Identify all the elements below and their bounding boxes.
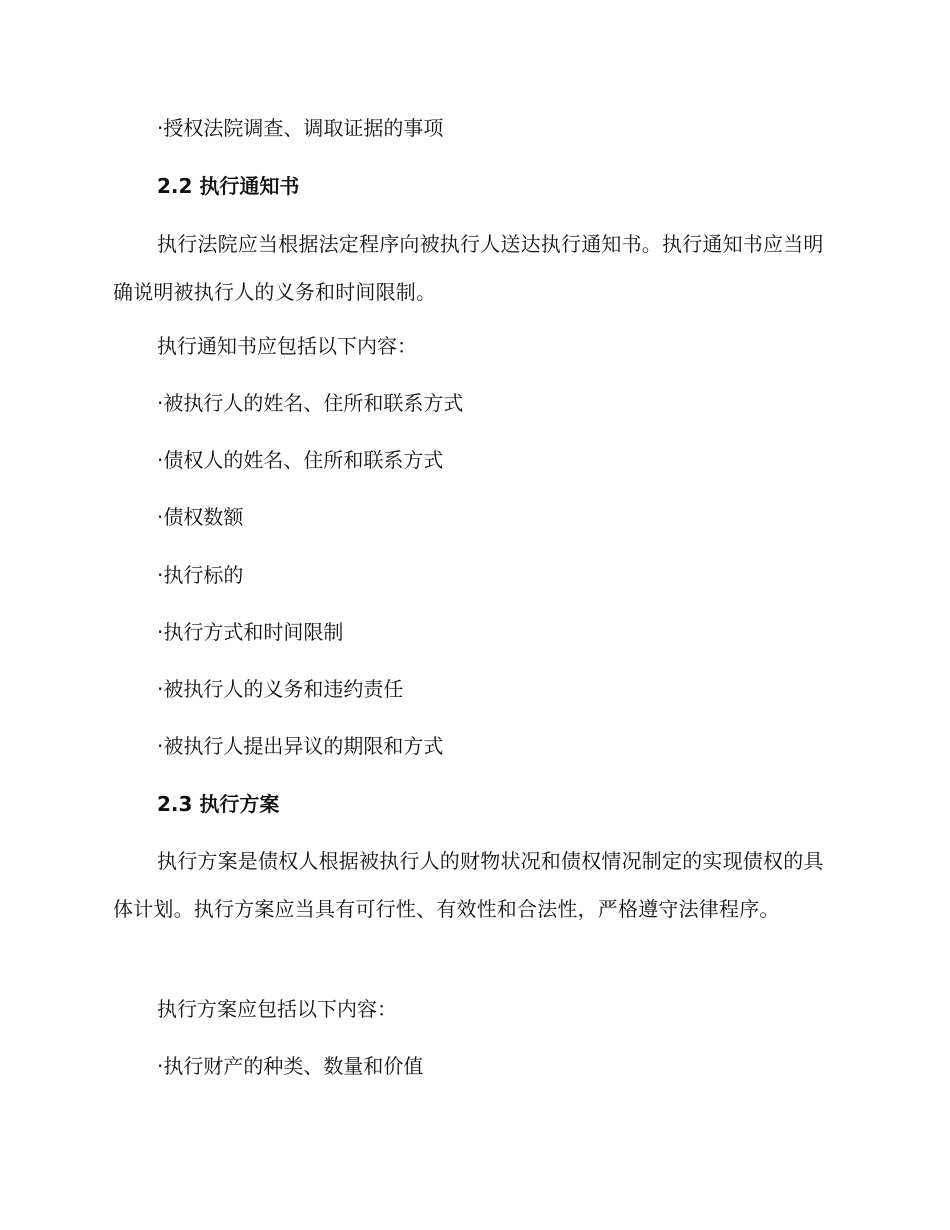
list-item: ·执行标的: [157, 563, 244, 587]
section-paragraph: 执行方案是债权人根据被执行人的财物状况和债权情况制定的实现债权的具体计划。执行方案应当具有可行性、有效性和合法性，严格遵守法律程序。: [113, 849, 824, 921]
list-item: ·被执行人的义务和违约责任: [157, 677, 404, 701]
section-heading-2-2: 2.2 执行通知书: [157, 174, 300, 198]
list-item: ·授权法院调查、调取证据的事项: [157, 116, 444, 140]
list-item: ·执行方式和时间限制: [157, 620, 344, 644]
list-intro: 执行方案应包括以下内容：: [157, 997, 397, 1021]
section-paragraph: 执行法院应当根据法定程序向被执行人送达执行通知书。执行通知书应当明确说明被执行人的义务和时间限制。: [113, 232, 824, 304]
list-item: ·执行财产的种类、数量和价值: [157, 1054, 424, 1078]
list-item: ·债权数额: [157, 505, 244, 529]
list-item: ·被执行人提出异议的期限和方式: [157, 734, 444, 758]
list-item: ·被执行人的姓名、住所和联系方式: [157, 391, 464, 415]
list-intro: 执行通知书应包括以下内容：: [157, 334, 417, 358]
section-heading-2-3: 2.3 执行方案: [157, 792, 280, 816]
list-item: ·债权人的姓名、住所和联系方式: [157, 448, 444, 472]
